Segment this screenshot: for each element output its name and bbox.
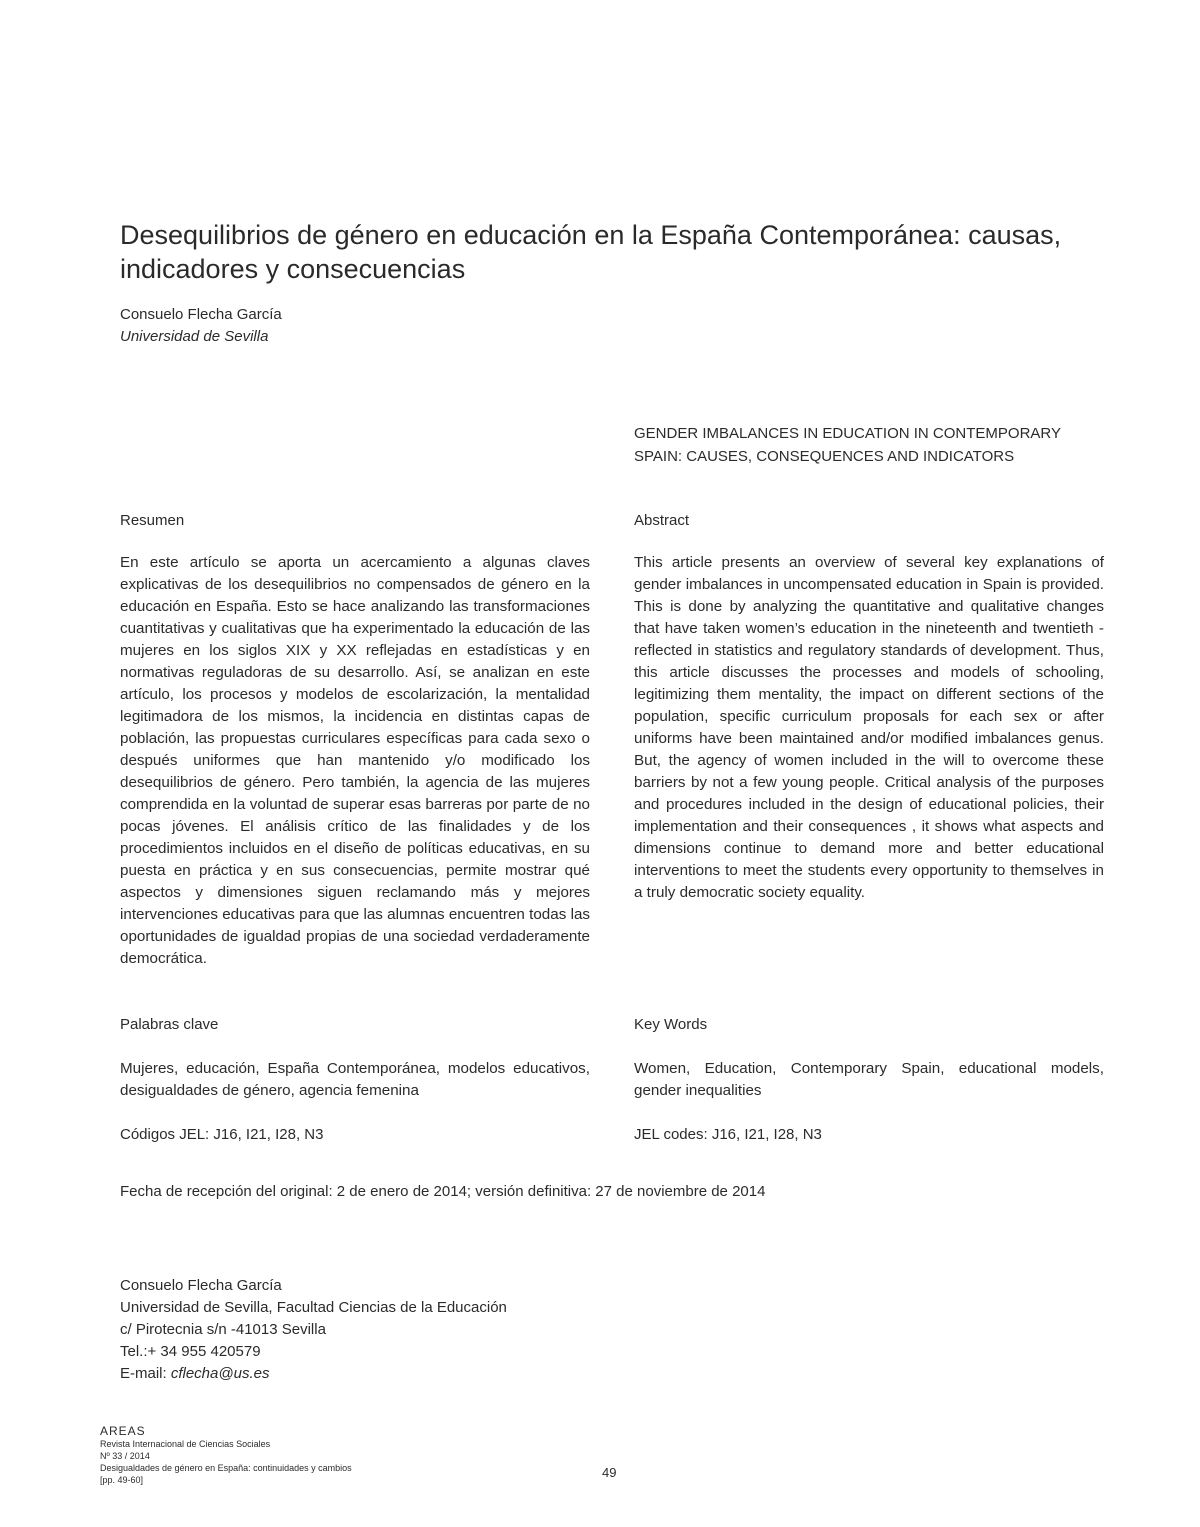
contact-email-row [120, 1363, 720, 1385]
journal-footer [100, 1424, 500, 1486]
journal-issue: Nº 33 / 2014 [100, 1451, 150, 1461]
reception-dates: Fecha de recepción del original: 2 de enero de 2014; versión definitiva: 27 de noviembre de 2014 [120, 1183, 766, 1200]
keywords-en-heading: Key Words [634, 1016, 708, 1033]
author-affiliation: Universidad de Sevilla [120, 328, 269, 345]
resumen-heading: Resumen [120, 512, 185, 529]
page-number: 49 [602, 1465, 617, 1480]
journal-subtitle: Revista Internacional de Ciencias Sociales [100, 1439, 271, 1449]
keywords-en-text: Women, Education, Contemporary Spain, educational models, gender inequalities [634, 1060, 1104, 1099]
jel-codes-es: Códigos JEL: J16, I21, I28, N3 [120, 1126, 324, 1143]
english-title [634, 422, 1104, 468]
journal-name: AREAS [100, 1424, 146, 1438]
contact-tel: Tel.:+ 34 955 420579 [120, 1343, 261, 1360]
resumen-text: En este artículo se aporta un acercamiento a algunas claves explicativas de los desequilibrios no compensados de género en la educación en España. Esto se hace analizando las transformaciones cuantitativas y cualitativas que ha experimentado la educación de las mujeres en los siglos XIX y XX reflejadas en estadísticas y en normativas reguladoras de su desarrollo. Así, se analizan en este artículo, los procesos y modelos de escolarización, la mentalidad legitimadora de los mismos, la incidencia en distintas capas de población, las propuestas curriculares específicas para cada sexo o después uniformes que han mantenido y/o modificado los desequilibrios de género. Pero también, la agencia de las mujeres comprendida en la voluntad de superar esas barreras por parte de no pocas jóvenes. El análisis crítico de las finalidades y de los procedimientos incluidos en el diseño de políticas educativas, en su puesta en práctica y en sus consecuencias, permite mostrar qué aspectos y dimensiones siguen reclamando más y mejores intervenciones educativas para que las alumnas encuentren todas las oportunidades de igualdad propias de una sociedad verdaderamente democrática. [120, 554, 590, 967]
email-link[interactable]: cflecha@us.es [170, 1365, 270, 1382]
abstract-text: This article presents an overview of several key explanations of gender imbalances in uncompensated education in Spain is provided. This is done by analyzing the quantitative and qualitative changes that have taken women’s education in the nineteenth and twentieth -reflected in statistics and regulatory standards of development. Thus, this article discusses the processes and models of schooling, legitimizing them mentality, the impact on different sections of the population, specific curriculum proposals for each sex or after uniforms have been maintained and/or modified imbalances genus. But, the agency of women included in the will to overcome these barriers by not a few young people. Critical analysis of the purposes and procedures included in the design of educational policies, their implementation and their consequences , it shows what aspects and dimensions continue to demand more and better educational interventions to meet the students every opportunity to themselves in a truly democratic society equality. [634, 554, 1104, 901]
keywords-es-text: Mujeres, educación, España Contemporánea, modelos educativos, desigualdades de género, agencia femenina [120, 1060, 590, 1099]
contact-name: Consuelo Flecha García [120, 1277, 282, 1294]
contact-address: c/ Pirotecnia s/n -41013 Sevilla [120, 1321, 326, 1338]
abstract-heading: Abstract [634, 512, 690, 529]
issue-title: Desigualdades de género en España: continuidades y cambios [100, 1463, 352, 1473]
english-title-line-2: SPAIN: CAUSES, CONSEQUENCES AND INDICATORS [634, 448, 1015, 465]
jel-codes-en: JEL codes: J16, I21, I28, N3 [634, 1126, 822, 1143]
email-label: E-mail: [120, 1365, 171, 1382]
contact-institution: Universidad de Sevilla, Facultad Ciencias de la Educación [120, 1299, 507, 1316]
article-title: Desequilibrios de género en educación en la España Contemporánea: causas, indicadores y consecuencias [120, 220, 1062, 284]
page-range: [pp. 49-60] [100, 1475, 144, 1485]
english-title-line-1: GENDER IMBALANCES IN EDUCATION IN CONTEMPORARY [634, 425, 1062, 442]
keywords-es-heading: Palabras clave [120, 1016, 219, 1033]
author-name: Consuelo Flecha García [120, 306, 282, 323]
contact-block [120, 1275, 720, 1385]
